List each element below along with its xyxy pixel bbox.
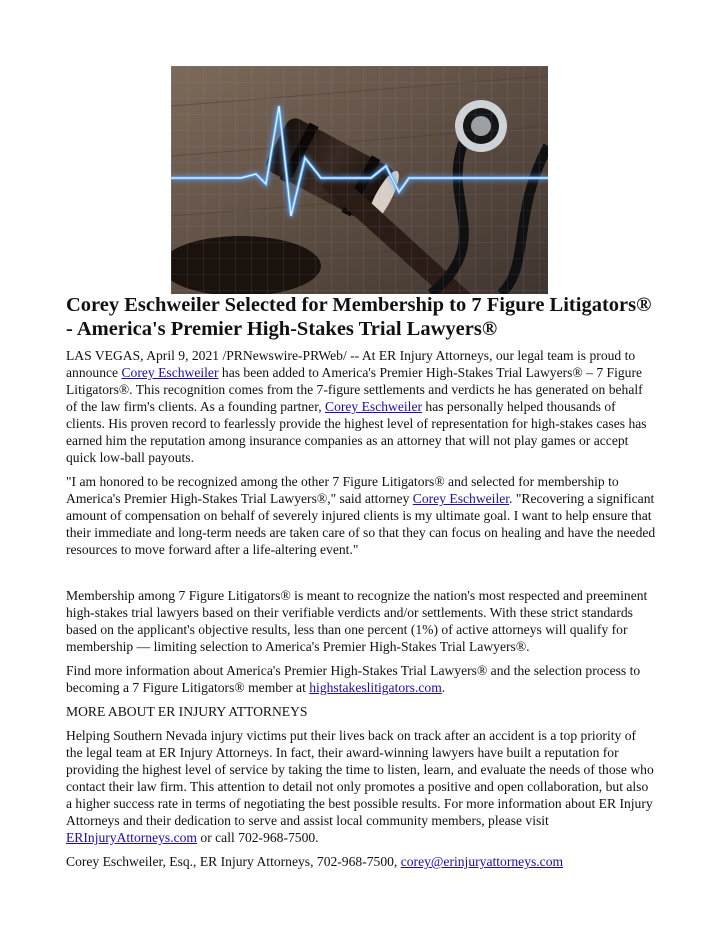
spacer (66, 565, 656, 587)
about-text-a: Helping Southern Nevada injury victims put their lives back on track after an accident is a top priority of the legal team at ER Injury Attorneys. In fact, their award-winning lawyers have built a reputation for providing the highest level of service by taking the time to listen, learn, and evaluate the needs of those who contact their law firm. This attention to detail not only promotes a positive and open collaboration, but also a higher success rate in terms of negotiating the best possible results. For more information about ER Injury Attorneys and their dedication to serve and assist local community members, please visit (66, 728, 654, 828)
quote-text-b: . "Recovering a significant amount of compensation on behalf of severely injured clients is my ultimate goal. I want to help ensure that their immediate and long-term needs are taken care of so that they can focus on healing and have the needed resources to move forward after a life-altering event." (66, 491, 656, 557)
corey-eschweiler-link-2[interactable]: Corey Eschweiler (325, 399, 423, 414)
contact-text: Corey Eschweiler, Esq., ER Injury Attorneys, 702-968-7500, (66, 854, 401, 869)
contact-email-link[interactable]: corey@erinjuryattorneys.com (400, 854, 564, 869)
section-heading: MORE ABOUT ER INJURY ATTORNEYS (66, 704, 308, 719)
intro-text-c: has personally helped thousands of clients. His proven record to fearlessly provide the highest level of representation for high-stakes cases has earned him the reputation among insurance companies as an attorney that will not play games or accept quick low-ball payouts. (66, 399, 647, 465)
contact-line (66, 853, 656, 870)
paragraph-intro (66, 347, 656, 466)
corey-eschweiler-link-1[interactable]: Corey Eschweiler (121, 365, 219, 380)
paragraph-about (66, 727, 656, 846)
erinjuryattorneys-link[interactable]: ERInjuryAttorneys.com (66, 830, 198, 845)
more-info-text-a: Find more information about America's Premier High-Stakes Trial Lawyers® and the selection process to becoming a 7 Figure Litigators® member at (66, 663, 641, 695)
gavel-stethoscope-illustration (171, 66, 548, 294)
intro-text-b: has been added to America's Premier High-Stakes Trial Lawyers® – 7 Figure Litigators®. This recognition comes from the 7-figure settlements and verdicts he has generated on behalf of the law firm's clients. As a founding partner, (66, 365, 643, 414)
article (66, 293, 656, 877)
more-info-text-b: . (441, 680, 446, 695)
intro-text-a: LAS VEGAS, April 9, 2021 /PRNewswire-PRWeb/ -- At ER Injury Attorneys, our legal team is proud to announce (66, 348, 636, 380)
paragraph-membership: Membership among 7 Figure Litigators® is meant to recognize the nation's most respected and preeminent high-stakes trial lawyers based on their verifiable verdicts and/or settlements. With these strict standards based on the applicant's objective results, less than one percent (1%) of active attorneys will qualify for membership — limiting selection to America's Premier High-Stakes Trial Lawyers®. (66, 588, 648, 654)
paragraph-quote (66, 473, 656, 558)
paragraph-more-info (66, 662, 656, 696)
highstakeslitigators-link[interactable]: highstakeslitigators.com (309, 680, 442, 695)
corey-eschweiler-link-3[interactable]: Corey Eschweiler (412, 491, 510, 506)
quote-text-a: "I am honored to be recognized among the other 7 Figure Litigators® and selected for membership to America's Premier High-Stakes Trial Lawyers®," said attorney (66, 474, 619, 506)
about-text-b: or call 702-968-7500. (197, 830, 319, 845)
hero-image (171, 66, 548, 294)
article-title: Corey Eschweiler Selected for Membership to 7 Figure Litigators® - America's Premier High-Stakes Trial Lawyers® (66, 294, 652, 340)
